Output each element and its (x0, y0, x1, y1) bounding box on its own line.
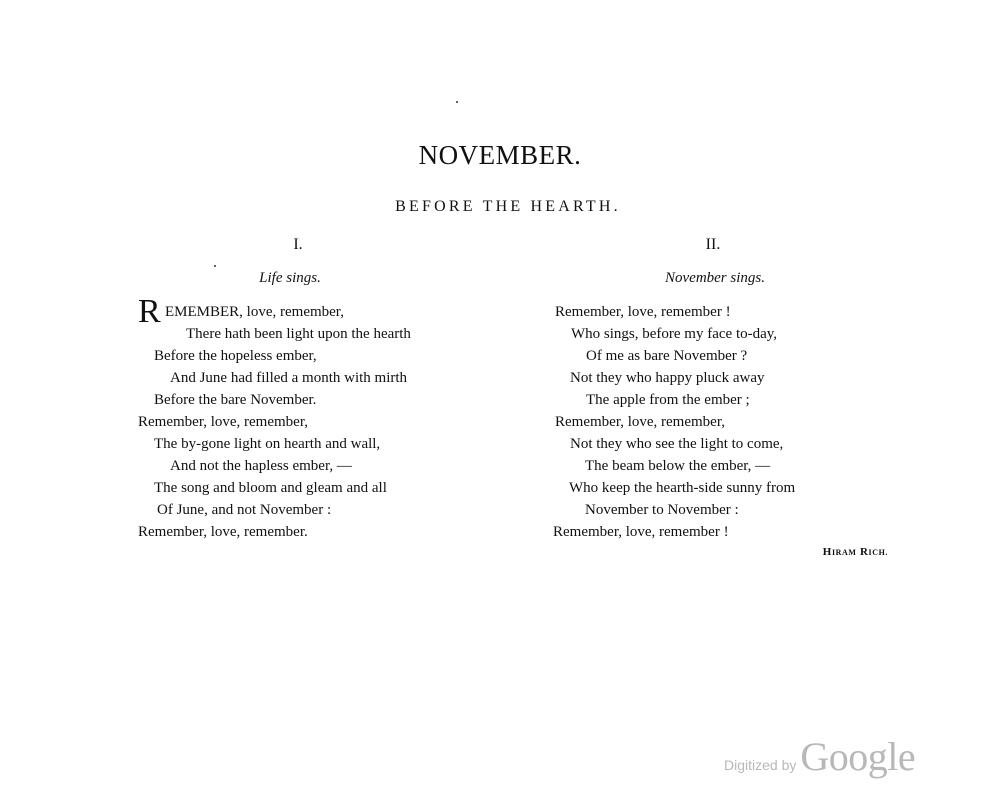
author-signature (823, 546, 888, 558)
stanza-line: Of me as bare November ? (586, 348, 748, 364)
signature-rest: IRAM (831, 548, 857, 557)
watermark-prefix: Digitized by (724, 757, 797, 773)
stanza-line: The song and bloom and gleam and all (154, 480, 387, 496)
stanza-line: The beam below the ember, — (585, 458, 771, 474)
stanza-line: And June had filled a month with mirth (170, 370, 408, 386)
stanza-line: Of June, and not November : (157, 502, 332, 518)
part-one-heading: Life sings. (259, 270, 321, 286)
stanza-line: The apple from the ember ; (586, 392, 750, 408)
stanza-line: Before the hopeless ember, (154, 348, 317, 364)
stanza-line: Remember, love, remember, (555, 414, 725, 430)
drop-cap: R (138, 293, 161, 330)
stanza-line: Remember, love, remember. (138, 524, 308, 540)
stanza-line: Not they who happy pluck away (570, 370, 765, 386)
part-two-numeral: II. (705, 236, 721, 253)
first-line-text: EMEMBER, love, remember, (165, 304, 344, 320)
stanza-line: Not they who see the light to come, (570, 436, 784, 452)
part-one-numeral: I. (293, 236, 303, 253)
digitized-watermark (724, 733, 916, 779)
stanza-line: Remember, love, remember ! (553, 524, 729, 540)
stanza-line: Before the bare November. (154, 392, 317, 408)
stanza-line: The by-gone light on hearth and wall, (154, 436, 381, 452)
part-two-heading: November sings. (665, 270, 765, 286)
paper-speck (456, 101, 458, 103)
part-one-stanza (138, 293, 478, 554)
signature-initial: R (859, 546, 869, 558)
stanza-line: Remember, love, remember, (138, 414, 308, 430)
part-two-stanza (555, 304, 875, 554)
page-title: NOVEMBER. (418, 140, 582, 170)
signature-initial: H (822, 546, 832, 558)
signature-rest: ICH. (868, 548, 888, 557)
stanza-line: Who keep the hearth-side sunny from (569, 480, 796, 496)
stanza-line: Remember, love, remember ! (555, 304, 731, 320)
google-logo: Google (800, 734, 916, 779)
stanza-line: And not the hapless ember, — (170, 458, 352, 474)
stanza-line: Who sings, before my face to-day, (571, 326, 778, 342)
poem-subtitle: BEFORE THE HEARTH. (395, 198, 621, 215)
paper-speck (214, 265, 216, 267)
stanza-line: November to November : (585, 502, 739, 518)
stanza-line: There hath been light upon the hearth (186, 326, 411, 342)
